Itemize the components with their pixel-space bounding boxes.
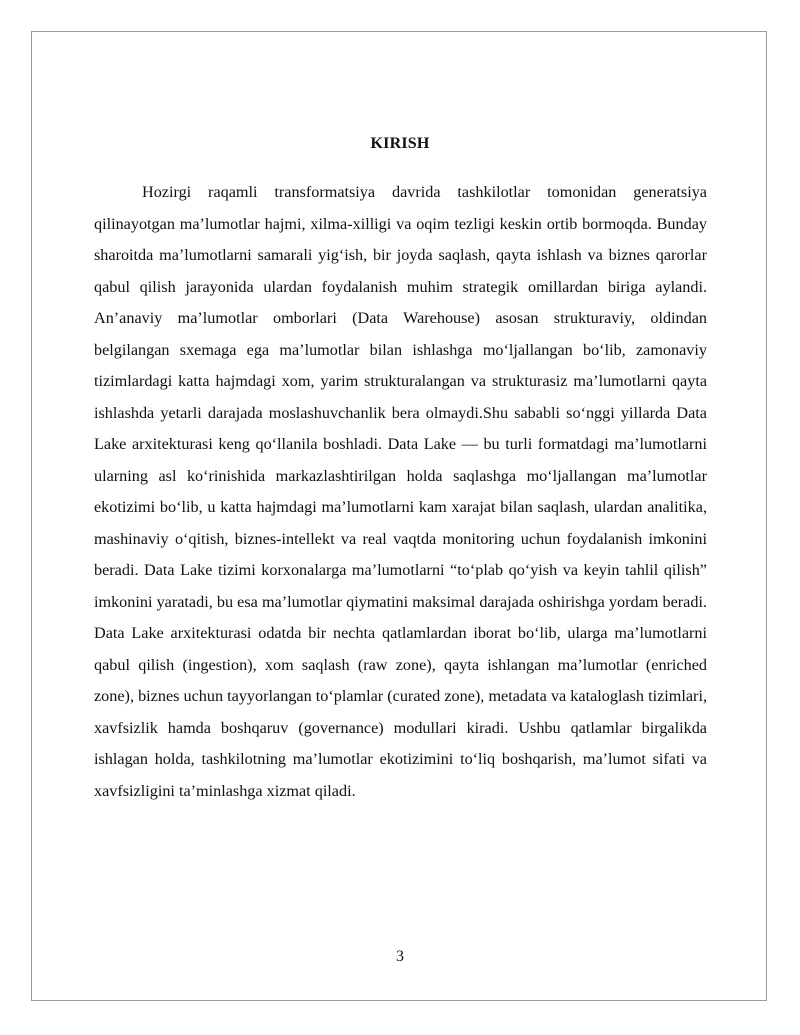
page-number: 3 (396, 948, 404, 965)
section-heading: KIRISH (370, 135, 430, 152)
body-paragraph: Hozirgi raqamli transformatsiya davrida tashkilotlar tomonidan generatsiya qilinayotgan ma’lumotlar hajmi, xilma-xilligi va oqim tezligi keskin ortib bormoqda. Bunday sharoitda ma’lumotlarni samarali yig‘ish, bir joyda saqlash, qayta ishlash va biznes qarorlar qabul qilish jarayonida ulardan foydalanish muhim strategik omillardan biriga aylandi. An’anaviy ma’lumotlar omborlari (Data Warehouse) asosan strukturaviy, oldindan belgilangan sxemaga ega ma’lumotlar bilan ishlashga mo‘ljallangan bo‘lib, zamonaviy tizimlardagi katta hajmdagi xom, yarim strukturalangan va strukturasiz ma’lumotlarni qayta ishlashda yetarli darajada moslashuvchanlik bera olmaydi.Shu sababli so‘nggi yillarda Data Lake arxitekturasi keng qo‘llanila boshladi. Data Lake — bu turli formatdagi ma’lumotlarni ularning asl ko‘rinishida markazlashtirilgan holda saqlashga mo‘ljallangan ma’lumotlar ekotizimi bo‘lib, u katta hajmdagi ma’lumotlarni kam xarajat bilan saqlash, ulardan analitika, mashinaviy o‘qitish, biznes-intellekt va real vaqtda monitoring uchun foydalanish imkonini beradi. Data Lake tizimi korxonalarga ma’lumotlarni “to‘plab qo‘yish va keyin tahlil qilish” imkonini yaratadi, bu esa ma’lumotlar qiymatini maksimal darajada oshirishga yordam beradi. Data Lake arxitekturasi odatda bir nechta qatlamlardan iborat bo‘lib, ularga ma’lumotlarni qabul qilish (ingestion), xom saqlash (raw zone), qayta ishlangan ma’lumotlar (enriched zone), biznes uchun tayyorlangan to‘plamlar (curated zone), metadata va kataloglash tizimlari, xavfsizlik hamda boshqaruv (governance) modullari kiradi. Ushbu qatlamlar birgalikda ishlagan holda, tashkilotning ma’lumotlar ekotizimini to‘liq boshqarish, ma’lumot sifati va xavfsizligini ta’minlashga xizmat qiladi. (94, 183, 707, 800)
